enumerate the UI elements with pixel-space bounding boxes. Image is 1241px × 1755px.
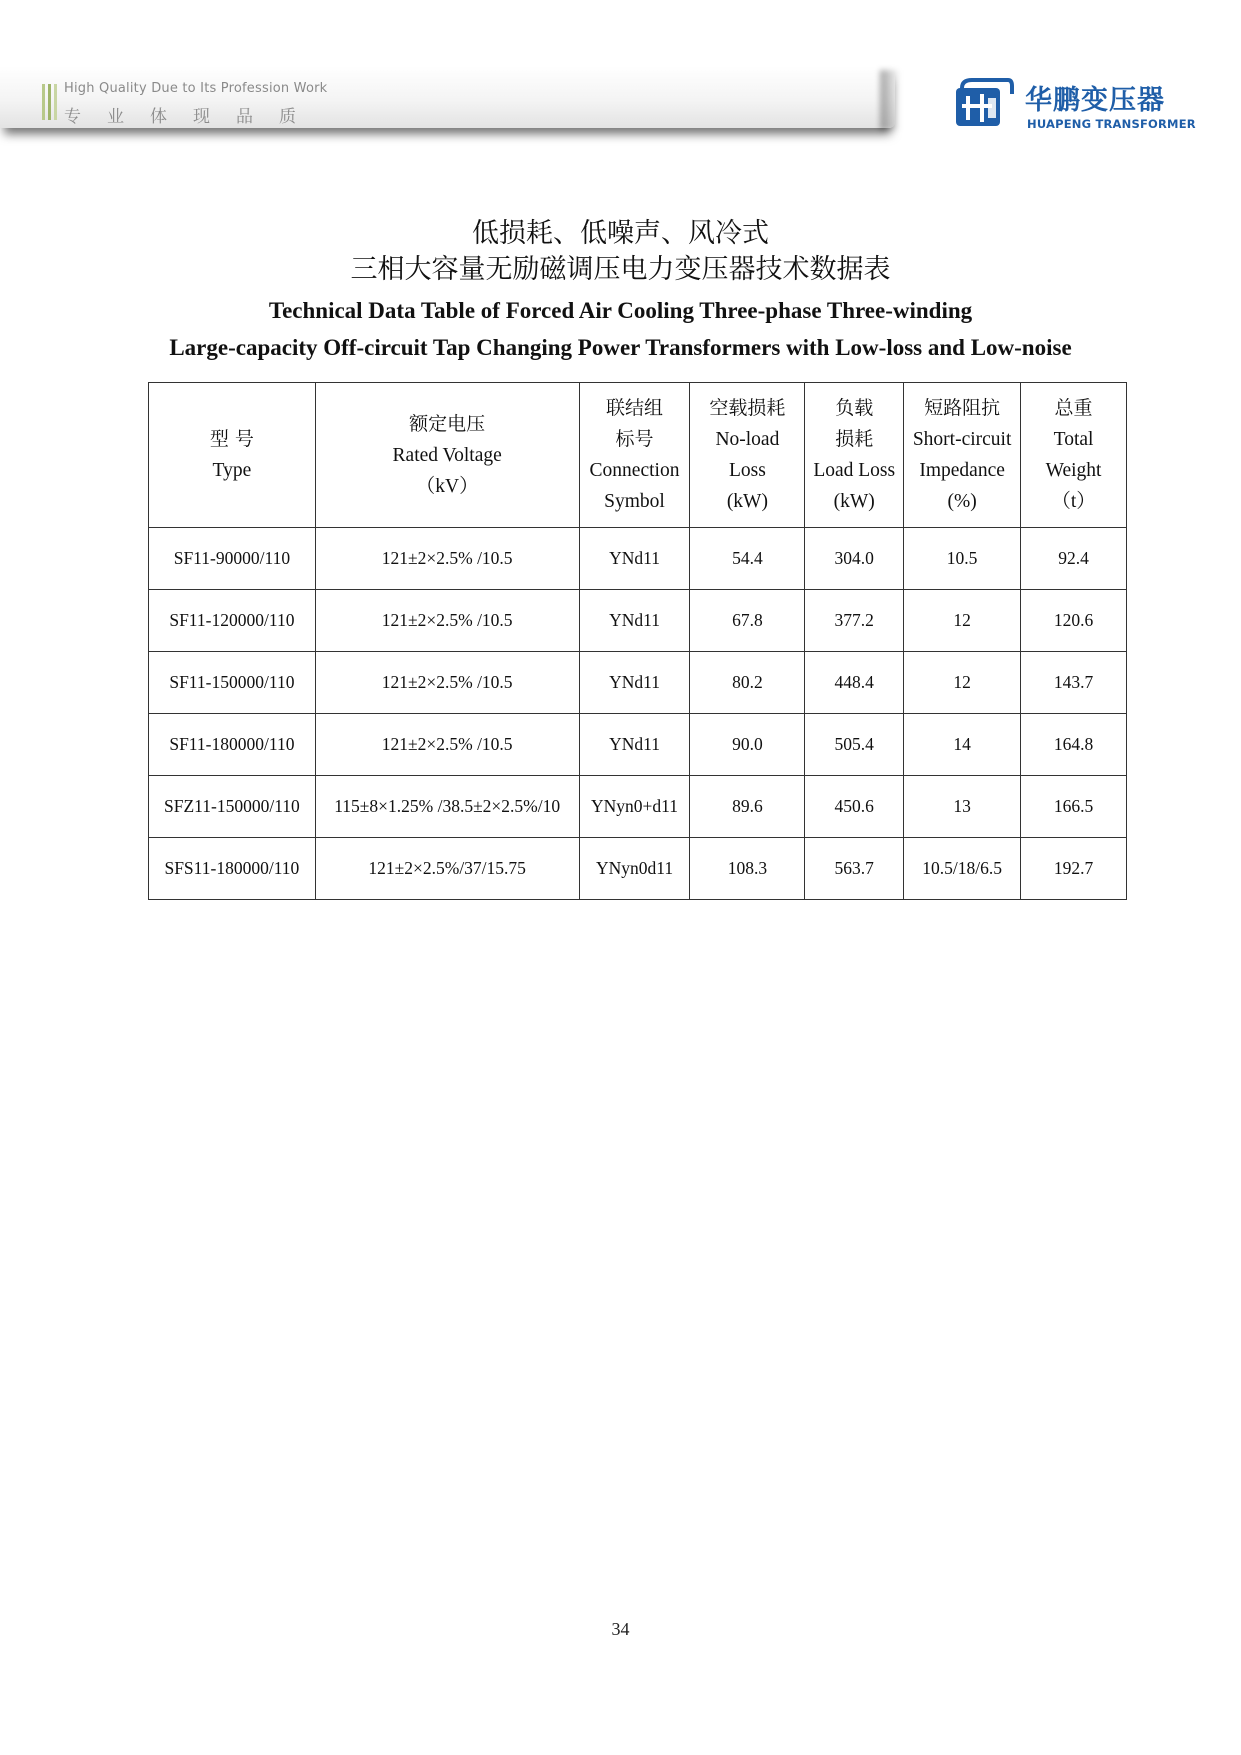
table-cell: SFZ11-150000/110	[149, 776, 316, 838]
title-en-line-2: Large-capacity Off-circuit Tap Changing Power Transformers with Low-loss and Low-noise	[169, 335, 1072, 360]
column-header-en: Rated Voltage	[392, 444, 502, 466]
table-cell: 304.0	[805, 528, 904, 590]
table-cell: 10.5/18/6.5	[904, 838, 1021, 900]
logo-chinese-name: 华鹏变压器	[1025, 85, 1165, 116]
table-cell: YNyn0d11	[579, 838, 690, 900]
table-cell: SF11-180000/110	[149, 714, 316, 776]
title-en-line-1: Technical Data Table of Forced Air Cooling Three-phase Three-winding	[268, 298, 973, 323]
column-header-en: (kW)	[726, 491, 768, 512]
column-header-en: Load Loss	[813, 460, 896, 481]
table-row	[149, 838, 1127, 900]
table-cell: 54.4	[690, 528, 805, 590]
column-header-cn: 损耗	[835, 428, 874, 450]
table-cell: 10.5	[904, 528, 1021, 590]
slogan-english: High Quality Due to Its Profession Work	[64, 81, 328, 96]
table-cell: SF11-120000/110	[149, 590, 316, 652]
technical-data-table	[148, 382, 1127, 900]
table-cell: 13	[904, 776, 1021, 838]
table-cell: 12	[904, 652, 1021, 714]
table-cell: 377.2	[805, 590, 904, 652]
title-cn-line-2: 三相大容量无励磁调压电力变压器技术数据表	[350, 254, 891, 285]
column-header-en: Impedance	[919, 460, 1005, 481]
table-cell: 12	[904, 590, 1021, 652]
table-row	[149, 528, 1127, 590]
table-cell: YNd11	[579, 714, 690, 776]
column-header	[904, 383, 1021, 528]
column-header-cn: 联结组	[606, 397, 664, 419]
table-cell: 92.4	[1021, 528, 1127, 590]
column-header-cn: 空载损耗	[709, 397, 786, 419]
table-cell: YNd11	[579, 590, 690, 652]
table-cell: 67.8	[690, 590, 805, 652]
title-cn-line-1: 低损耗、低噪声、风冷式	[472, 218, 769, 249]
column-header	[805, 383, 904, 528]
column-header-en: (%)	[947, 491, 977, 512]
table-cell: 121±2×2.5% /10.5	[315, 652, 579, 714]
table-row	[149, 590, 1127, 652]
banner-accent-bars	[42, 84, 57, 120]
column-header-cn: 总重	[1054, 397, 1093, 419]
column-header-en: Total	[1053, 429, 1094, 450]
column-header-cn: 额定电压	[409, 412, 486, 435]
logo-badge-text: HUAPENG	[968, 82, 1001, 89]
table-cell: SF11-90000/110	[149, 528, 316, 590]
column-header	[149, 383, 316, 528]
table-cell: SF11-150000/110	[149, 652, 316, 714]
table-cell: 80.2	[690, 652, 805, 714]
column-header-en: （t）	[1051, 491, 1096, 512]
column-header	[315, 383, 579, 528]
table-cell: 143.7	[1021, 652, 1127, 714]
table-cell: 563.7	[805, 838, 904, 900]
table-row	[149, 776, 1127, 838]
column-header-en: Short-circuit	[912, 429, 1012, 450]
table-cell: 108.3	[690, 838, 805, 900]
table-cell: 166.5	[1021, 776, 1127, 838]
table-cell: 14	[904, 714, 1021, 776]
table-cell: YNyn0+d11	[579, 776, 690, 838]
column-header-en: Type	[212, 460, 252, 481]
table-cell: 450.6	[805, 776, 904, 838]
table-row	[149, 714, 1127, 776]
table-cell: YNd11	[579, 528, 690, 590]
slogan-chinese: 专业体现品质	[64, 107, 322, 127]
column-header	[579, 383, 690, 528]
column-header-en: （kV）	[415, 475, 479, 497]
title-block	[0, 216, 1241, 366]
table-cell: 192.7	[1021, 838, 1127, 900]
column-header-en: No-load	[715, 429, 780, 450]
table-cell: 121±2×2.5%/37/15.75	[315, 838, 579, 900]
table-body	[149, 528, 1127, 900]
table-cell: YNd11	[579, 652, 690, 714]
table-cell: 164.8	[1021, 714, 1127, 776]
column-header-en: Loss	[728, 460, 766, 481]
table-cell: 121±2×2.5% /10.5	[315, 528, 579, 590]
table-cell: 121±2×2.5% /10.5	[315, 714, 579, 776]
huapeng-logo-icon	[952, 78, 1014, 130]
column-header-en: Connection	[589, 460, 680, 481]
banner-shadow-edge	[880, 70, 900, 130]
column-header-en: (kW)	[833, 491, 875, 512]
table-cell: SFS11-180000/110	[149, 838, 316, 900]
column-header-cn: 短路阻抗	[924, 397, 1001, 419]
page-number: 34	[611, 1619, 630, 1639]
column-header-en: Symbol	[604, 491, 665, 512]
table-cell: 505.4	[805, 714, 904, 776]
column-header-en: Weight	[1045, 460, 1102, 481]
column-header	[690, 383, 805, 528]
column-header-cn: 标号	[615, 428, 654, 450]
table-cell: 89.6	[690, 776, 805, 838]
table-cell: 121±2×2.5% /10.5	[315, 590, 579, 652]
table-row	[149, 652, 1127, 714]
table-header-row	[149, 383, 1127, 528]
column-header	[1021, 383, 1127, 528]
table-cell: 90.0	[690, 714, 805, 776]
table-cell: 120.6	[1021, 590, 1127, 652]
table-cell: 115±8×1.25% /38.5±2×2.5%/10	[315, 776, 579, 838]
table-cell: 448.4	[805, 652, 904, 714]
logo-english-name: HUAPENG TRANSFORMER	[1027, 117, 1196, 131]
column-header-cn: 负载	[835, 397, 874, 419]
column-header-cn: 型 号	[209, 428, 254, 450]
